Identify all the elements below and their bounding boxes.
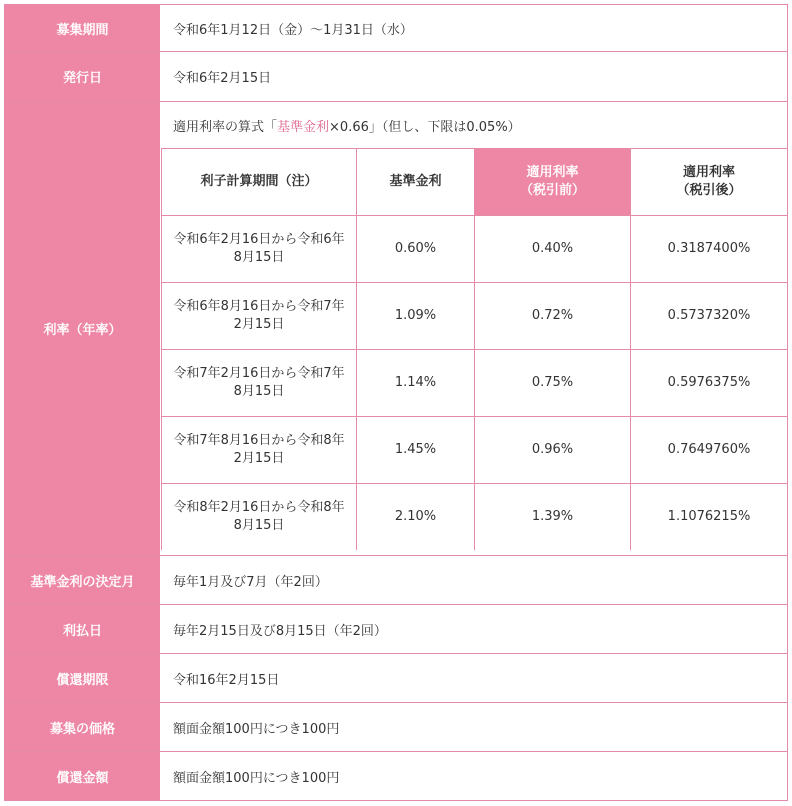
row-label: 利払日: [5, 605, 161, 653]
table-row: [162, 484, 788, 551]
row-label: 募集期間: [5, 5, 161, 51]
bond-terms-table: [4, 4, 788, 801]
header-period: 利子計算期間（注）: [162, 149, 357, 216]
row-value: 額面金額100円につき100円: [173, 770, 340, 786]
row-label: 募集の価格: [5, 703, 161, 751]
row-value: 令和16年2月15日: [173, 672, 280, 688]
rate-formula: [161, 102, 787, 148]
aftertax-cell: 0.5737320%: [631, 283, 788, 350]
period-cell: 令和7年2月16日から令和7年 8月15日: [162, 350, 357, 417]
rate-table: [161, 148, 787, 550]
base-rate-cell: 0.60%: [357, 216, 475, 283]
pretax-cell: 0.75%: [475, 350, 631, 417]
row-value: 毎年1月及び7月（年2回）: [173, 574, 328, 590]
row-value: 毎年2月15日及び8月15日（年2回）: [173, 623, 387, 639]
row-kijun-kettei: [4, 556, 788, 605]
row-value: 令和6年2月15日: [173, 71, 272, 86]
formula-suffix: ×0.66」（但し、下限は0.05%）: [329, 119, 521, 135]
table-row: [162, 417, 788, 484]
row-label: 償還期限: [5, 654, 161, 702]
header-applied-aftertax: 適用利率 （税引後）: [631, 149, 788, 216]
table-row: [162, 216, 788, 283]
header-base-rate: 基準金利: [357, 149, 475, 216]
row-riritsu: [4, 102, 788, 556]
row-value: 額面金額100円につき100円: [173, 721, 340, 737]
aftertax-cell: 0.7649760%: [631, 417, 788, 484]
aftertax-cell: 1.1076215%: [631, 484, 788, 551]
period-cell: 令和6年2月16日から令和6年 8月15日: [162, 216, 357, 283]
row-boshu-kikan: [4, 4, 788, 52]
base-rate-cell: 1.45%: [357, 417, 475, 484]
table-row: [162, 350, 788, 417]
formula-prefix: 適用利率の算式「: [173, 119, 278, 135]
base-rate-cell: 1.09%: [357, 283, 475, 350]
pretax-cell: 1.39%: [475, 484, 631, 551]
row-shokan-kigen: [4, 654, 788, 703]
row-hakko-bi: [4, 52, 788, 102]
pretax-cell: 0.96%: [475, 417, 631, 484]
rate-table-header: [162, 149, 788, 216]
period-cell: 令和7年8月16日から令和8年 2月15日: [162, 417, 357, 484]
table-row: [162, 283, 788, 350]
row-label: 基準金利の決定月: [5, 556, 161, 604]
row-label: 利率（年率）: [5, 102, 161, 555]
row-value: 令和6年1月12日（金）～1月31日（水）: [173, 22, 413, 38]
row-shokan-kingaku: [4, 752, 788, 801]
aftertax-cell: 0.3187400%: [631, 216, 788, 283]
row-label: 償還金額: [5, 752, 161, 800]
row-label: 発行日: [5, 52, 161, 101]
header-applied-pretax: 適用利率 （税引前）: [475, 149, 631, 216]
aftertax-cell: 0.5976375%: [631, 350, 788, 417]
period-cell: 令和6年8月16日から令和7年 2月15日: [162, 283, 357, 350]
row-ribarai: [4, 605, 788, 654]
pretax-cell: 0.72%: [475, 283, 631, 350]
pretax-cell: 0.40%: [475, 216, 631, 283]
base-rate-cell: 1.14%: [357, 350, 475, 417]
row-boshu-kakaku: [4, 703, 788, 752]
period-cell: 令和8年2月16日から令和8年 8月15日: [162, 484, 357, 551]
rate-body: [161, 102, 787, 555]
base-rate-cell: 2.10%: [357, 484, 475, 551]
formula-highlight-link[interactable]: 基準金利: [277, 119, 330, 135]
